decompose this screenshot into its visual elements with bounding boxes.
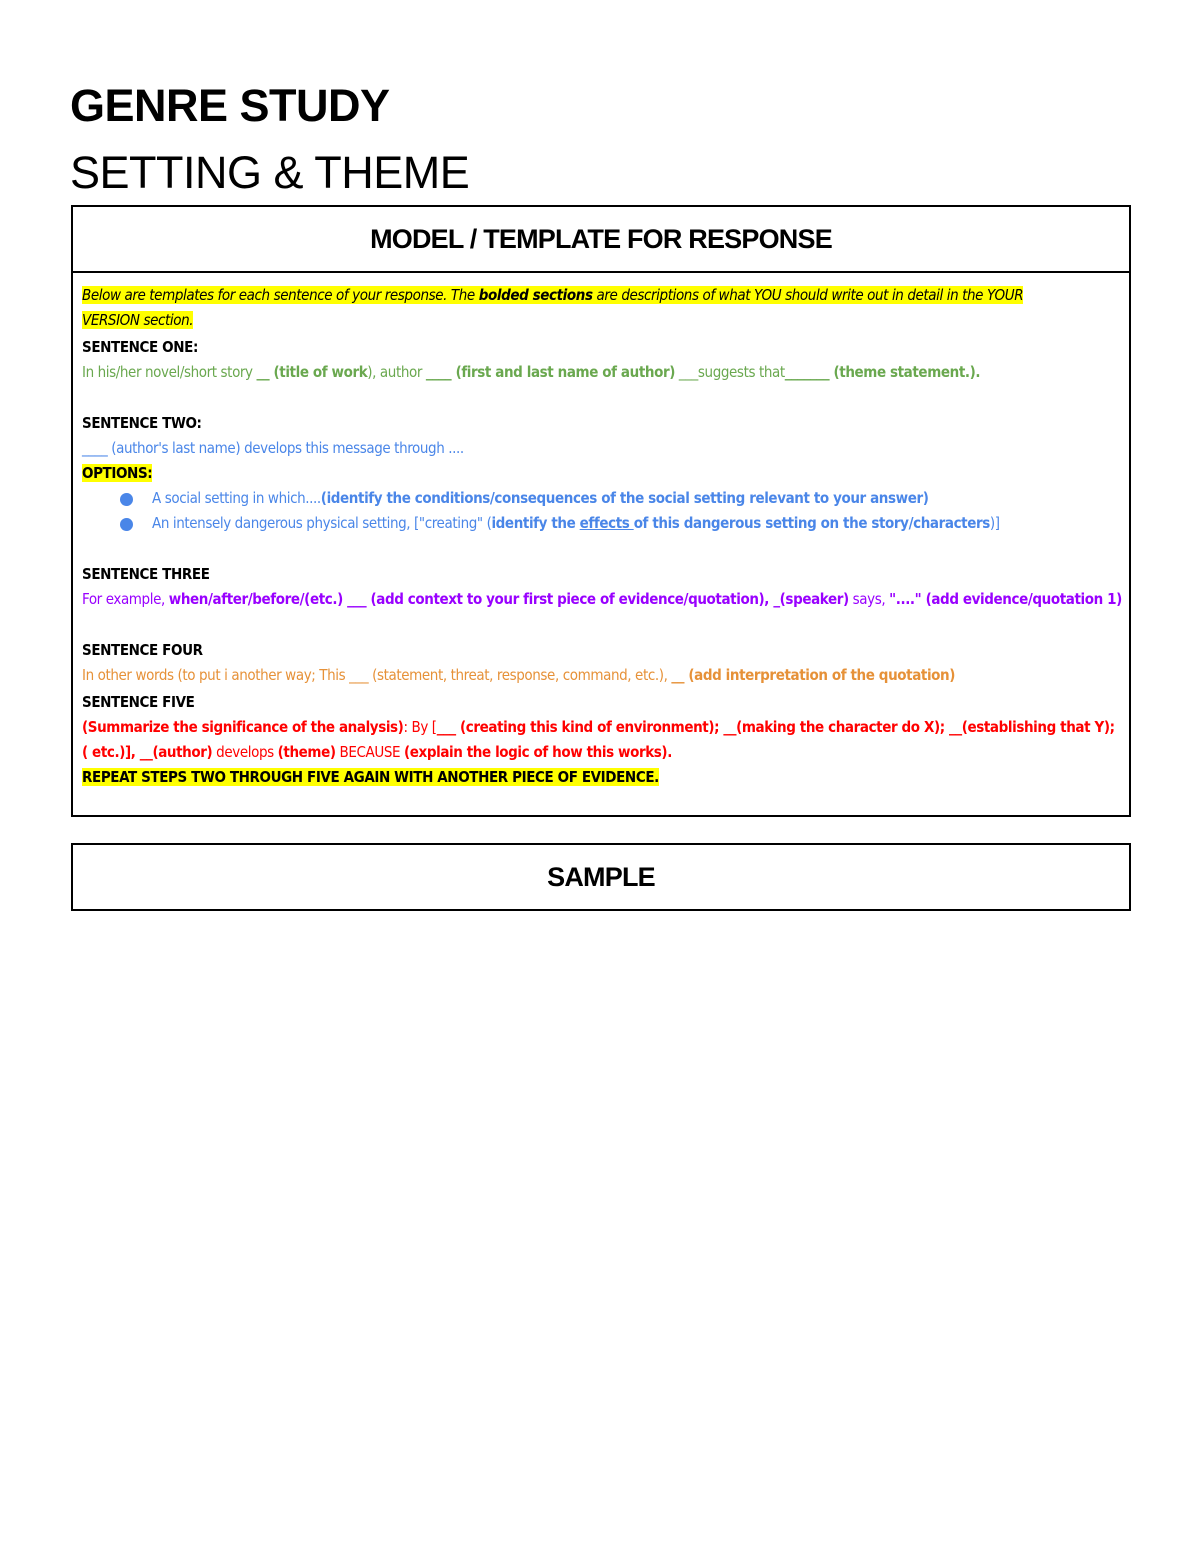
intro-text: Below are templates for each sentence of your response. The bolded sections are descriptions of what YOU should write out in detail in the YOUR bbox=[82, 286, 1024, 304]
sentence-one-template: In his/her novel/short story __ (title of work), author ____ (first and last name of author) ___suggests that_______ (theme statement.). bbox=[82, 363, 981, 381]
sentence-five-template-line-2: ( etc.)], __(author) develops (theme) BECAUSE (explain the logic of how this works). bbox=[82, 743, 672, 761]
intro-text-line-2: VERSION section. bbox=[82, 311, 194, 329]
sentence-three-heading: SENTENCE THREE bbox=[82, 565, 210, 583]
page-title: GENRE STUDY bbox=[70, 80, 390, 131]
options-label: OPTIONS: bbox=[82, 464, 153, 482]
model-template-body bbox=[73, 273, 1129, 790]
sentence-one-heading: SENTENCE ONE: bbox=[82, 338, 198, 356]
repeat-note: REPEAT STEPS TWO THROUGH FIVE AGAIN WITH ANOTHER PIECE OF EVIDENCE. bbox=[82, 768, 659, 786]
sentence-two-heading: SENTENCE TWO: bbox=[82, 414, 202, 432]
sentence-four-heading: SENTENCE FOUR bbox=[82, 641, 203, 659]
option-social-setting: A social setting in which....(identify the conditions/consequences of the social setting relevant to your answer) bbox=[82, 486, 1120, 511]
bullet-icon bbox=[120, 518, 133, 531]
sentence-three-template: For example, when/after/before/(etc.) ___ (add context to your first piece of evidence/quotation), _(speaker) says, "...." (add evidence/quotation 1) bbox=[82, 590, 1122, 608]
page-subtitle: SETTING & THEME bbox=[70, 147, 470, 198]
sentence-two-template: ____ (author's last name) develops this message through .... bbox=[82, 439, 464, 457]
bullet-icon bbox=[120, 493, 133, 506]
model-template-box bbox=[71, 205, 1131, 817]
sample-header: SAMPLE bbox=[547, 861, 655, 892]
sentence-five-heading: SENTENCE FIVE bbox=[82, 693, 195, 711]
sample-box bbox=[71, 843, 1131, 911]
option-physical-setting: An intensely dangerous physical setting, ["creating" (identify the effects of this dangerous setting on the story/characters)] bbox=[82, 511, 1120, 536]
bolded-sections-text: bolded sections bbox=[478, 286, 593, 304]
sentence-five-template: (Summarize the significance of the analysis): By [___ (creating this kind of environment); __(making the character do X); __(establishing that Y); bbox=[82, 718, 1115, 736]
model-template-header: MODEL / TEMPLATE FOR RESPONSE bbox=[73, 207, 1129, 273]
options-list bbox=[82, 486, 1120, 536]
sentence-four-template: In other words (to put i another way; This ___ (statement, threat, response, command, etc.), __ (add interpretation of the quotation) bbox=[82, 666, 956, 684]
